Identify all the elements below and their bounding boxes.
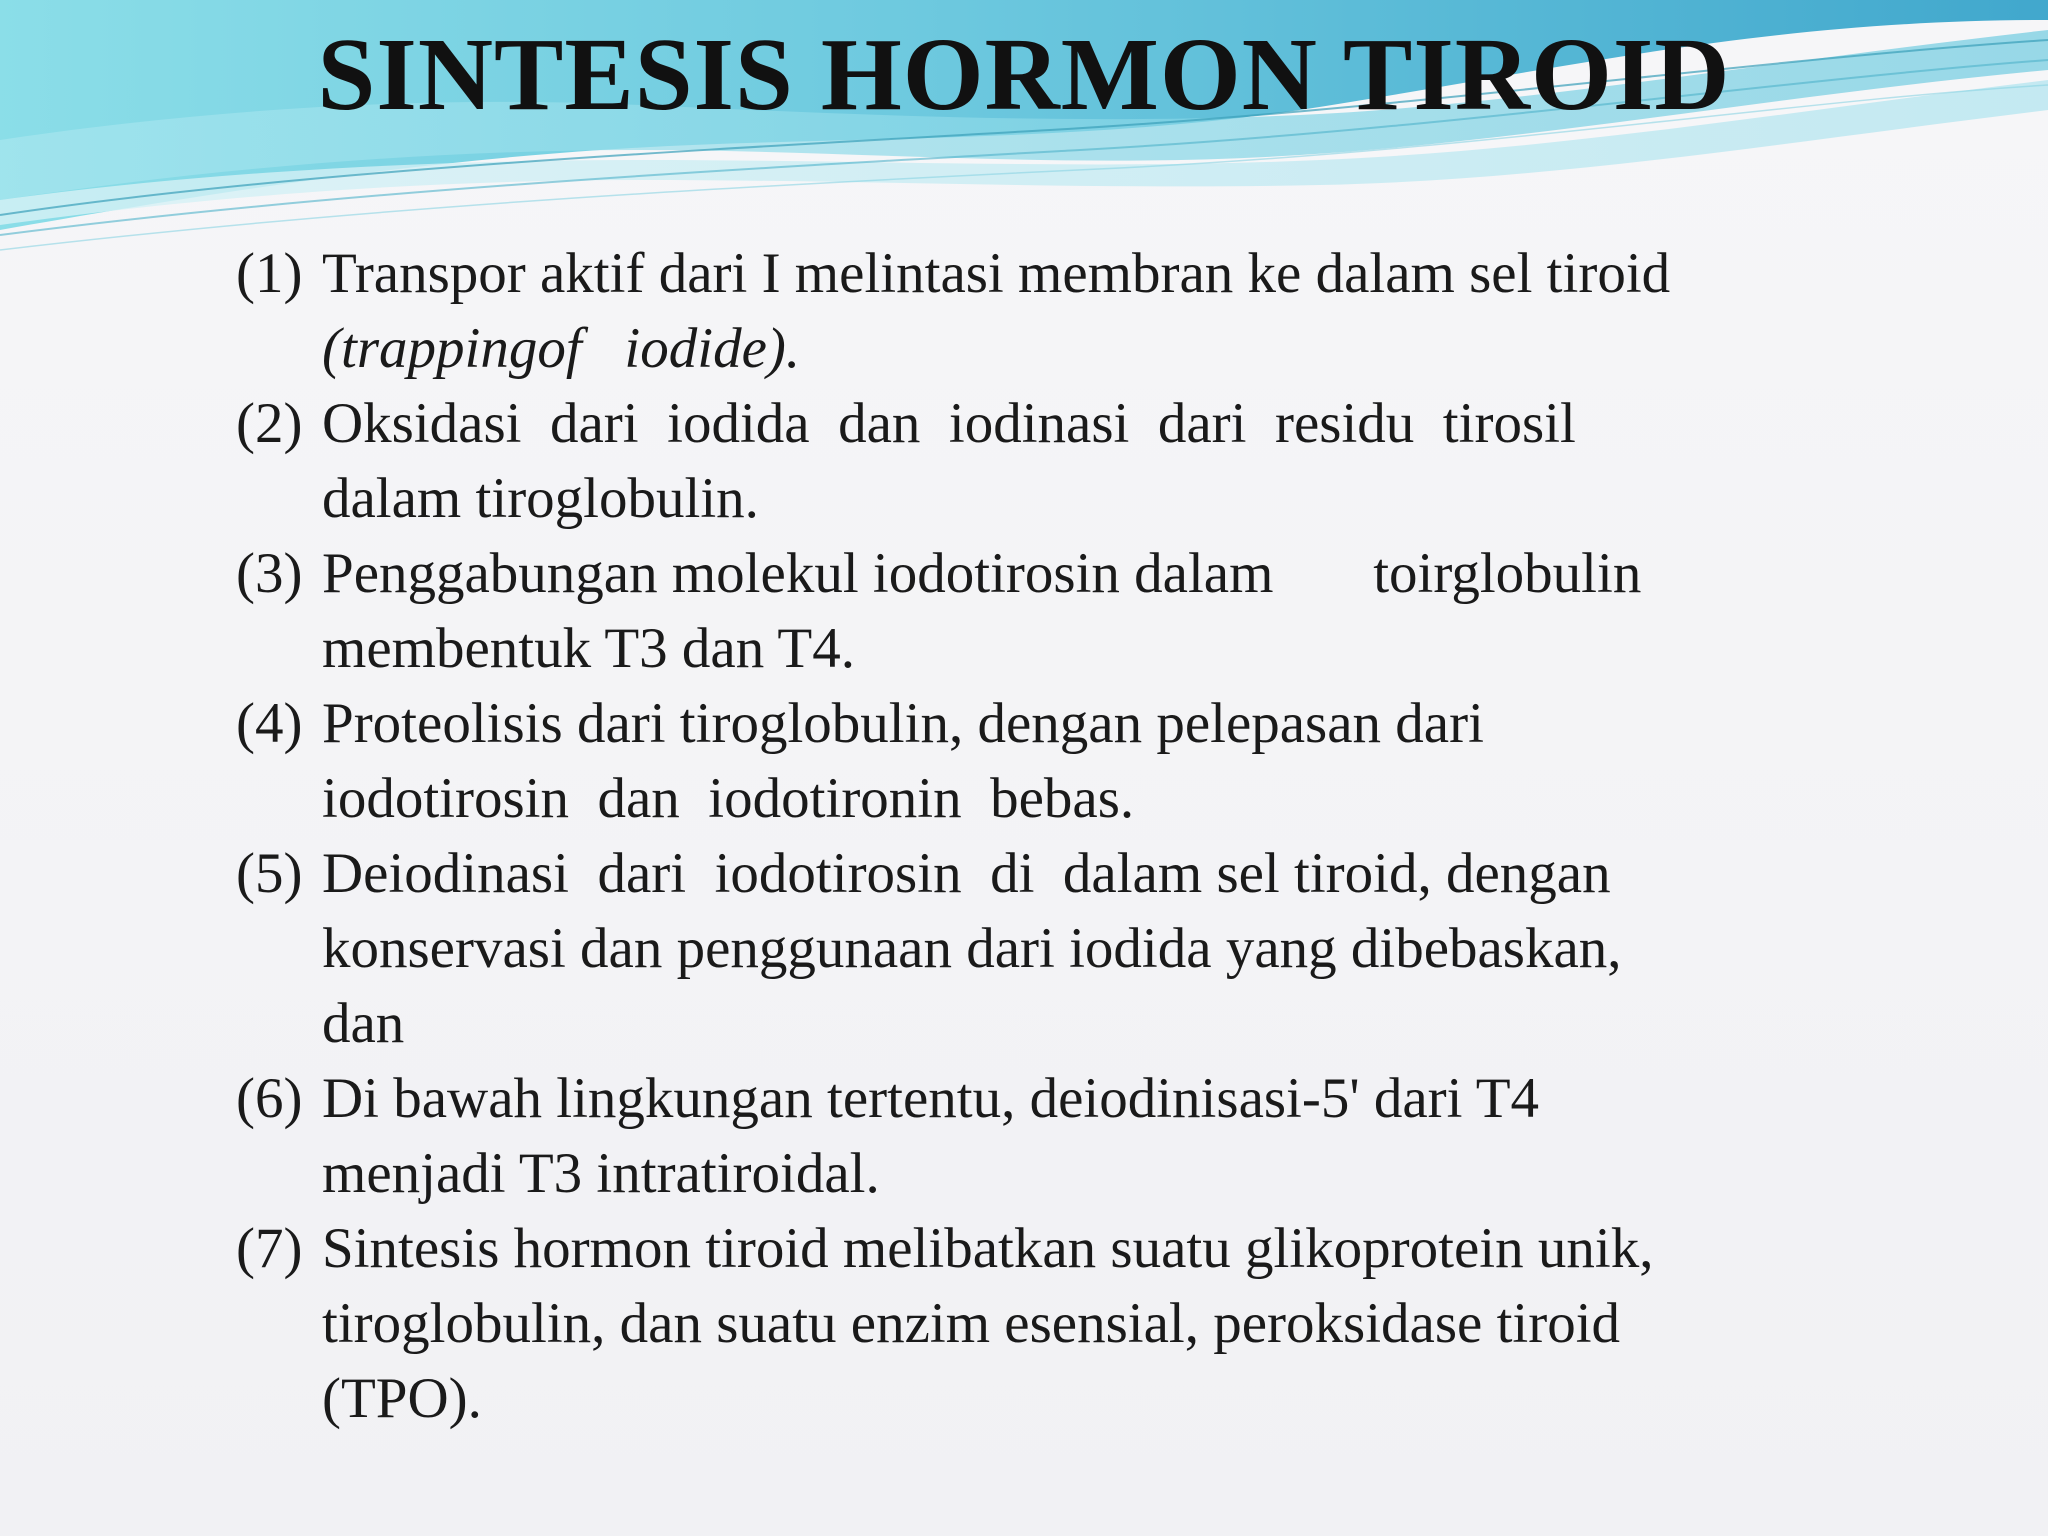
list-item-line: membentuk T3 dan T4. xyxy=(322,617,855,680)
list-item-text xyxy=(322,236,1836,386)
list-item-line: dalam tiroglobulin. xyxy=(322,467,759,530)
list-item-text xyxy=(322,686,1836,836)
list-item-text xyxy=(322,1061,1836,1211)
list-item-text xyxy=(322,386,1836,536)
list-item-line: Penggabungan molekul iodotirosin dalam toirglobulin xyxy=(322,542,1642,605)
list-item-line: (trappingof iodide). xyxy=(322,317,801,380)
list-item-line: Proteolisis dari tiroglobulin, dengan pelepasan dari xyxy=(322,692,1484,755)
list-item-text xyxy=(322,536,1836,686)
list-item-line: dan xyxy=(322,992,405,1055)
list-item xyxy=(236,686,1836,836)
list-item xyxy=(236,1061,1836,1211)
list-item xyxy=(236,836,1836,1061)
list-item-text xyxy=(322,836,1836,1061)
list-item-text xyxy=(322,1211,1836,1436)
list-item-number: (5) xyxy=(236,842,303,905)
numbered-list xyxy=(236,236,1836,1436)
list-item-number: (7) xyxy=(236,1217,303,1280)
slide-title: SINTESIS HORMON TIROID xyxy=(317,17,1731,132)
list-item xyxy=(236,236,1836,386)
list-item-line: Oksidasi dari iodida dan iodinasi dari residu tirosil xyxy=(322,392,1576,455)
list-item xyxy=(236,1211,1836,1436)
list-item-line: menjadi T3 intratiroidal. xyxy=(322,1142,880,1205)
list-item-number: (4) xyxy=(236,692,303,755)
list-item-line: Sintesis hormon tiroid melibatkan suatu glikoprotein unik, xyxy=(322,1217,1654,1280)
list-item-line: tiroglobulin, dan suatu enzim esensial, peroksidase tiroid xyxy=(322,1292,1621,1355)
list-item xyxy=(236,386,1836,536)
list-item-line: iodotirosin dan iodotironin bebas. xyxy=(322,767,1135,830)
list-item-number: (1) xyxy=(236,242,303,305)
list-item-number: (2) xyxy=(236,392,303,455)
list-item-line: Di bawah lingkungan tertentu, deiodinisasi-5' dari T4 xyxy=(322,1067,1540,1130)
list-item-number: (3) xyxy=(236,542,303,605)
list-item-number: (6) xyxy=(236,1067,303,1130)
list-item-line: konservasi dan penggunaan dari iodida yang dibebaskan, xyxy=(322,917,1622,980)
list-item-line: Deiodinasi dari iodotirosin di dalam sel tiroid, dengan xyxy=(322,842,1611,905)
list-item-line: (TPO). xyxy=(322,1367,482,1430)
list-item xyxy=(236,536,1836,686)
list-item-line: Transpor aktif dari I melintasi membran ke dalam sel tiroid xyxy=(322,242,1671,305)
